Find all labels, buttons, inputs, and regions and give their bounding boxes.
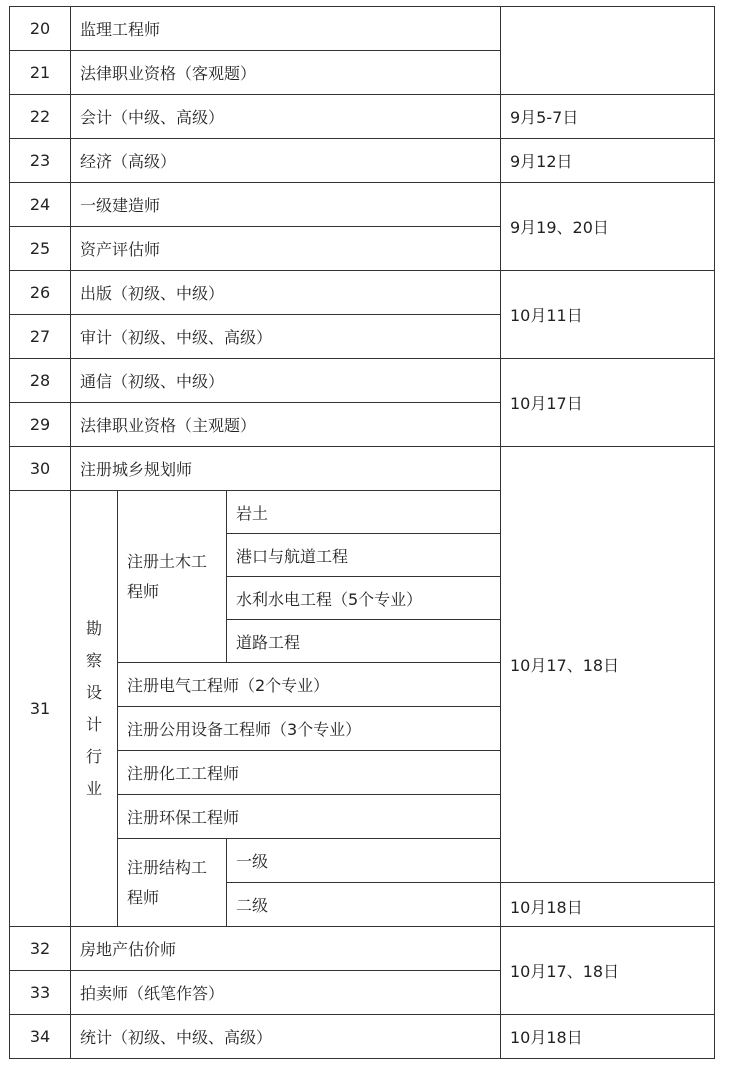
exam-date: 9月5-7日 (501, 95, 715, 139)
exam-subject: 道路工程 (227, 620, 501, 663)
exam-name: 经济（高级） (71, 139, 501, 183)
table-row (10, 139, 715, 183)
row-number: 23 (10, 139, 71, 183)
exam-name: 会计（中级、高级） (71, 95, 501, 139)
structural-engineer-label: 注册结构工程师 (118, 839, 227, 927)
row-number: 20 (10, 7, 71, 51)
row-number: 29 (10, 403, 71, 447)
row-number: 32 (10, 927, 71, 971)
exam-subject: 岩土 (227, 491, 501, 534)
table-row (10, 447, 715, 491)
table-row (10, 359, 715, 403)
row-number: 21 (10, 51, 71, 95)
table-row (10, 183, 715, 227)
row-number: 34 (10, 1015, 71, 1059)
exam-subject: 港口与航道工程 (227, 534, 501, 577)
exam-schedule-table-wrapper (9, 6, 715, 1059)
exam-name: 法律职业资格（客观题） (71, 51, 501, 95)
exam-name: 一级建造师 (71, 183, 501, 227)
row-number: 24 (10, 183, 71, 227)
row-number: 26 (10, 271, 71, 315)
row-number: 33 (10, 971, 71, 1015)
exam-schedule-table (9, 6, 715, 1059)
exam-date (501, 7, 715, 95)
row-number: 30 (10, 447, 71, 491)
exam-name: 统计（初级、中级、高级） (71, 1015, 501, 1059)
exam-subject: 一级 (227, 839, 501, 883)
table-row (10, 271, 715, 315)
table-row (10, 7, 715, 51)
exam-subject: 注册化工工程师 (118, 751, 501, 795)
exam-name: 监理工程师 (71, 7, 501, 51)
exam-subject: 水利水电工程（5个专业） (227, 577, 501, 620)
survey-design-category: 勘 察 设 计 行 业 (71, 491, 118, 927)
exam-date: 10月17日 (501, 359, 715, 447)
row-number: 27 (10, 315, 71, 359)
row-number: 31 (10, 491, 71, 927)
exam-name: 拍卖师（纸笔作答） (71, 971, 501, 1015)
exam-subject: 注册电气工程师（2个专业） (118, 663, 501, 707)
table-row (10, 927, 715, 971)
exam-date: 10月18日 (501, 1015, 715, 1059)
exam-name: 资产评估师 (71, 227, 501, 271)
row-number: 22 (10, 95, 71, 139)
civil-engineer-label: 注册土木工程师 (118, 491, 227, 663)
exam-name: 法律职业资格（主观题） (71, 403, 501, 447)
exam-date: 10月17、18日 (501, 447, 715, 883)
row-number: 28 (10, 359, 71, 403)
exam-name: 通信（初级、中级） (71, 359, 501, 403)
exam-subject: 注册环保工程师 (118, 795, 501, 839)
exam-name: 审计（初级、中级、高级） (71, 315, 501, 359)
exam-name: 出版（初级、中级） (71, 271, 501, 315)
exam-date: 10月11日 (501, 271, 715, 359)
exam-date: 9月19、20日 (501, 183, 715, 271)
exam-date: 10月18日 (501, 883, 715, 927)
table-row (10, 1015, 715, 1059)
exam-subject: 二级 (227, 883, 501, 927)
table-row (10, 95, 715, 139)
row-number: 25 (10, 227, 71, 271)
exam-name: 房地产估价师 (71, 927, 501, 971)
exam-name: 注册城乡规划师 (71, 447, 501, 491)
exam-subject: 注册公用设备工程师（3个专业） (118, 707, 501, 751)
exam-date: 10月17、18日 (501, 927, 715, 1015)
exam-date: 9月12日 (501, 139, 715, 183)
